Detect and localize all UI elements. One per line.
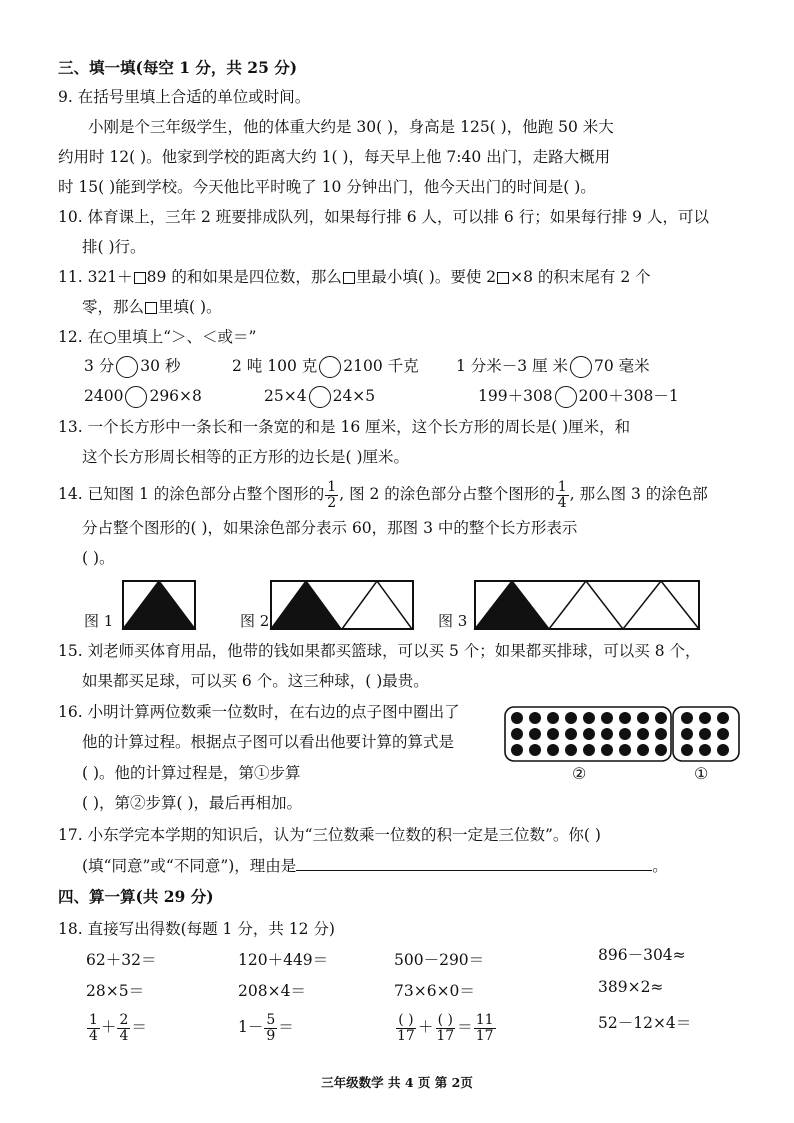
fraction [87, 1013, 100, 1044]
fraction [117, 1013, 130, 1044]
compare-right: 24×5 [332, 387, 376, 405]
dot [655, 728, 667, 740]
calc-item: 208×4＝ [238, 982, 306, 1000]
section-4-title: 四、算一算(共 29 分) [58, 887, 214, 906]
dot [565, 744, 577, 756]
compare-circle[interactable] [555, 386, 577, 408]
dot [619, 712, 631, 724]
figure-3-label: 图 3 [438, 612, 468, 630]
fraction-denominator: 17 [397, 1027, 415, 1044]
blank-square [145, 302, 157, 314]
calc-text: 1－ [238, 1018, 264, 1036]
equals-sign: ＝ [278, 1018, 294, 1036]
calc-item: 389×2≈ [598, 978, 664, 996]
calc-item [86, 1010, 147, 1044]
dot [529, 728, 541, 740]
calc-item: 500－290＝ [394, 951, 485, 969]
q17-line [82, 854, 668, 877]
fraction-denominator: 4 [557, 494, 567, 511]
dot [583, 744, 595, 756]
fraction-numerator: 1 [327, 478, 337, 495]
operator: ＋ [100, 1018, 117, 1036]
fraction [474, 1013, 496, 1044]
calc-item: 28×5＝ [86, 982, 145, 1000]
compare-right: 200＋308－1 [578, 387, 679, 405]
figure-1-label: 图 1 [84, 612, 114, 630]
compare-left: 2 吨 100 克 [232, 357, 318, 375]
dot [637, 744, 649, 756]
compare-left: 3 分 [84, 357, 115, 375]
compare-circle[interactable] [570, 356, 592, 378]
q14-line: 分占整个图形的( )，如果涂色部分表示 60，那图 3 中的整个长方形表示 [82, 519, 578, 537]
q16-line: 他的计算过程。根据点子图可以看出他要计算的算式是 [82, 733, 455, 751]
compare-circle[interactable] [125, 386, 147, 408]
q11-text: 11. 321＋ [58, 268, 133, 286]
compare-left: 2400 [84, 387, 124, 405]
q13-line: 13. 一个长方形中一条长和一条宽的和是 16 厘米，这个长方形的周长是( )厘米，和 [58, 418, 631, 436]
fraction-denominator: 17 [436, 1027, 455, 1044]
compare-circle[interactable] [309, 386, 331, 408]
q11-text: ×8 的积末尾有 2 个 [510, 268, 651, 286]
dot [565, 728, 577, 740]
q9-line: 时 15( )能到学校。今天他比平时晚了 10 分钟出门，他今天出门的时间是( )。 [58, 178, 596, 196]
fraction-numerator: 2 [119, 1011, 129, 1028]
dot [637, 712, 649, 724]
fraction-denominator: 9 [266, 1027, 276, 1044]
fraction-numerator: 11 [475, 1011, 494, 1028]
calc-item [394, 1010, 497, 1044]
calc-item: 62＋32＝ [86, 951, 157, 969]
dot [619, 728, 631, 740]
figure-2-label: 图 2 [240, 612, 270, 630]
fraction [395, 1013, 417, 1044]
q15-line: 如果都买足球，可以买 6 个。这三种球，( )最贵。 [82, 672, 429, 690]
dot [655, 744, 667, 756]
figure-1 [122, 580, 196, 630]
q11-text: 89 的和如果是四位数，那么 [146, 268, 342, 286]
blank-square [497, 272, 509, 284]
fraction [556, 480, 569, 511]
fraction [264, 1013, 277, 1044]
equals-sign: ＝ [131, 1018, 147, 1036]
compare-right: 296×8 [149, 387, 202, 405]
blank-square [134, 272, 146, 284]
dot [619, 744, 631, 756]
compare-item [84, 385, 202, 408]
dot [601, 728, 613, 740]
compare-item [478, 385, 679, 408]
fraction-denominator: 2 [327, 494, 337, 511]
q17-text: 。 [652, 857, 668, 875]
dot [699, 744, 711, 756]
calc-item: 896－304≈ [598, 946, 686, 964]
label-circle-1: ① [694, 764, 709, 783]
q14-text: , 图 2 的涂色部分占整个图形的 [339, 485, 555, 503]
fraction [325, 480, 338, 511]
q18-title: 18. 直接写出得数(每题 1 分，共 12 分) [58, 920, 335, 938]
dot [717, 744, 729, 756]
fraction [434, 1013, 456, 1044]
dot [699, 712, 711, 724]
figure-3 [474, 580, 700, 630]
q16-line: 16. 小明计算两位数乘一位数时，在右边的点子图中圈出了 [58, 703, 460, 721]
compare-left: 1 分米－3 厘 米 [456, 357, 569, 375]
dot [637, 728, 649, 740]
dot [681, 728, 693, 740]
fraction-denominator: 4 [89, 1027, 98, 1044]
dot [529, 712, 541, 724]
q9-line: 小刚是个三年级学生，他的体重大约是 30( )，身高是 125( )，他跑 50 米大 [88, 118, 614, 136]
q11-text: 里最小填( )。要使 2 [355, 268, 497, 286]
q14-line: ( )。 [82, 549, 115, 567]
q11-text: 里填( )。 [158, 298, 222, 316]
compare-item [232, 355, 419, 378]
calc-item [238, 1010, 294, 1044]
dot-diagram [504, 706, 740, 762]
dot [601, 712, 613, 724]
q14-text: , 那么图 3 的涂色部 [569, 485, 708, 503]
dot [547, 728, 559, 740]
fraction-denominator: 17 [475, 1027, 494, 1044]
q9-prompt: 9. 在括号里填上合适的单位或时间。 [58, 88, 311, 106]
q14-line [58, 478, 708, 511]
dot [681, 744, 693, 756]
dot [547, 712, 559, 724]
fraction-numerator: 5 [266, 1011, 276, 1028]
dot [717, 728, 729, 740]
calc-item: 73×6×0＝ [394, 982, 475, 1000]
compare-item [456, 355, 650, 378]
dot [511, 712, 523, 724]
fraction-numerator[interactable]: ( ) [437, 1011, 453, 1028]
equals-sign: ＝ [457, 1018, 473, 1036]
q13-line: 这个长方形周长相等的正方形的边长是( )厘米。 [82, 448, 410, 466]
dot [547, 744, 559, 756]
calc-item: 120＋449＝ [238, 951, 329, 969]
compare-right: 2100 千克 [343, 357, 419, 375]
q16-line: ( )，第②步算( )，最后再相加。 [82, 794, 303, 812]
dot [583, 712, 595, 724]
figure-2 [270, 580, 414, 630]
fraction-numerator: 1 [557, 478, 567, 495]
q17-text: (填“同意”或“不同意”)，理由是 [82, 857, 297, 875]
dot [511, 744, 523, 756]
fraction-numerator: 1 [89, 1011, 98, 1028]
dot [583, 728, 595, 740]
dot [565, 712, 577, 724]
answer-underline[interactable] [296, 854, 652, 871]
label-circle-2: ② [572, 764, 587, 783]
dot [529, 744, 541, 756]
operator: ＋ [417, 1018, 434, 1036]
dot [511, 728, 523, 740]
compare-right: 30 秒 [140, 357, 181, 375]
compare-left: 199＋308 [478, 387, 553, 405]
q11-line [58, 266, 651, 288]
q15-line: 15. 刘老师买体育用品，他带的钱如果都买篮球，可以买 5 个；如果都买排球，可以买 8 个， [58, 642, 701, 660]
q10-line: 10. 体育课上，三年 2 班要排成队列，如果每行排 6 人，可以排 6 行；如果每行排 9 人，可以 [58, 208, 709, 226]
dot [681, 712, 693, 724]
fraction-denominator: 4 [119, 1027, 129, 1044]
compare-left: 25×4 [264, 387, 307, 405]
calc-item: 52－12×4＝ [598, 1014, 692, 1032]
fraction-numerator[interactable]: ( ) [398, 1011, 414, 1028]
q17-line: 17. 小东学完本学期的知识后，认为“三位数乘一位数的积一定是三位数”。你( ) [58, 826, 601, 844]
page-footer: 三年级数学 共 4 页 第 2页 [321, 1075, 473, 1090]
compare-circle[interactable] [319, 356, 341, 378]
blank-square [343, 272, 355, 284]
q11-line [82, 296, 222, 318]
q16-line: ( )。他的计算过程是，第①步算 [82, 764, 301, 782]
compare-circle[interactable] [116, 356, 138, 378]
compare-right: 70 毫米 [594, 357, 650, 375]
q11-text: 零，那么 [82, 298, 145, 316]
dot [699, 728, 711, 740]
q14-text: 14. 已知图 1 的涂色部分占整个图形的 [58, 485, 325, 503]
compare-item [84, 355, 180, 378]
q10-line: 排( )行。 [82, 238, 146, 256]
compare-item [264, 385, 375, 408]
q12-title: 12. 在○里填上“＞、＜或＝” [58, 328, 257, 346]
dot [717, 712, 729, 724]
q9-line: 约用时 12( )。他家到学校的距离大约 1( )，每天早上他 7:40 出门，走路大概用 [58, 148, 611, 166]
dot [601, 744, 613, 756]
dot [655, 712, 667, 724]
section-3-title: 三、填一填(每空 1 分，共 25 分) [58, 58, 298, 77]
